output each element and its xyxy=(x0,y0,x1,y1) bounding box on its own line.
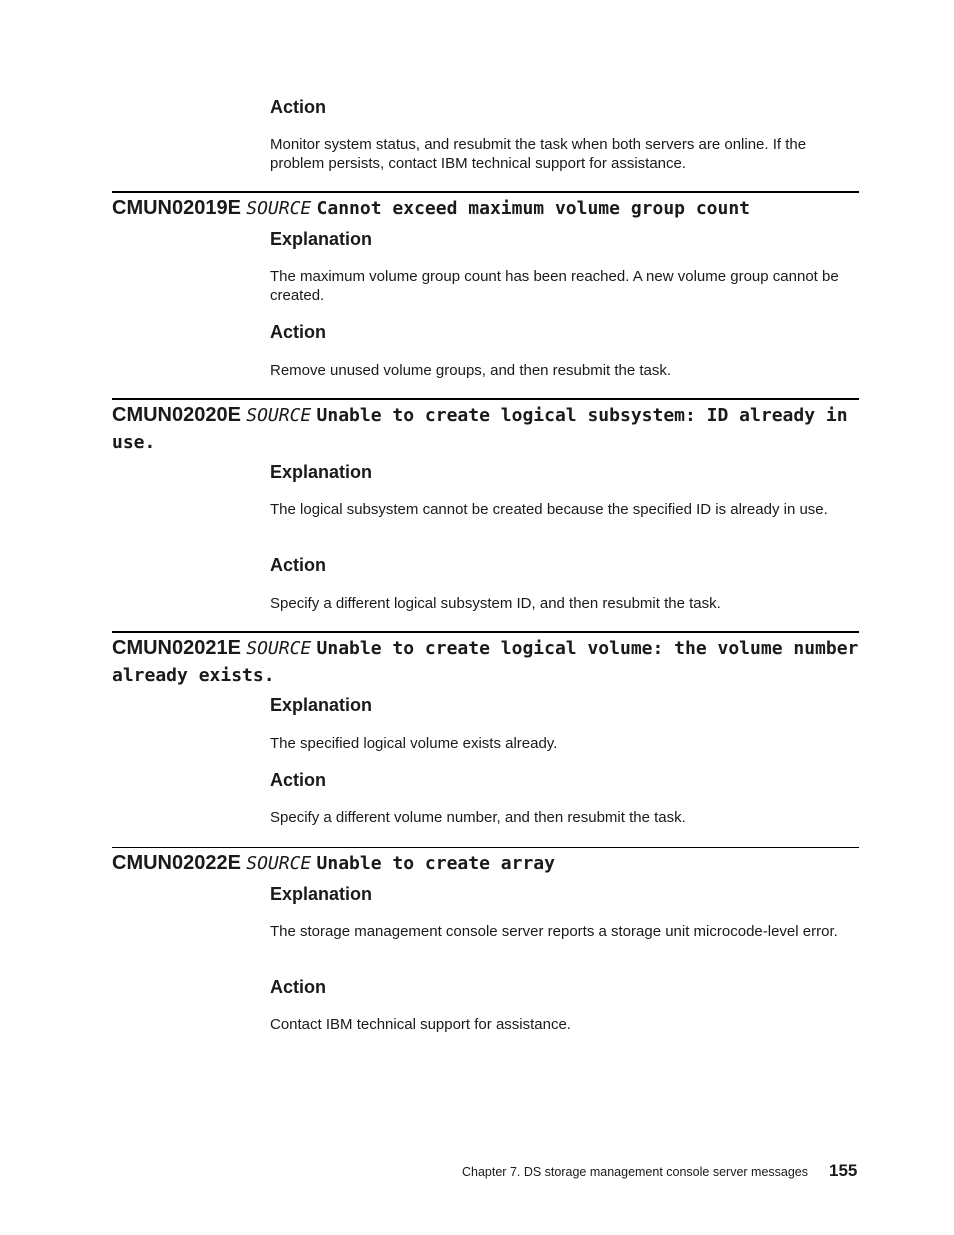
message-heading xyxy=(112,195,859,222)
action-heading: Action xyxy=(270,770,326,790)
message-source: SOURCE xyxy=(246,198,312,219)
action-text: Remove unused volume groups, and then resubmit the task. xyxy=(270,362,672,379)
message-text: Unable to create array xyxy=(316,853,555,874)
message-id: CMUN02021E xyxy=(112,637,241,659)
message-heading xyxy=(112,402,859,456)
message-divider xyxy=(112,191,859,193)
message-source: SOURCE xyxy=(246,853,312,874)
explanation-text: The maximum volume group count has been reached. A new volume group cannot be created. xyxy=(270,268,839,304)
action-text: Specify a different logical subsystem ID, and then resubmit the task. xyxy=(270,595,721,612)
message-divider xyxy=(112,398,859,400)
message-source: SOURCE xyxy=(246,405,312,426)
message-heading xyxy=(112,850,859,877)
message-id: CMUN02020E xyxy=(112,404,241,426)
message-divider xyxy=(112,631,859,633)
explanation-text: The storage management console server reports a storage unit microcode-level error. xyxy=(270,923,838,940)
action-heading: Action xyxy=(270,97,326,117)
explanation-text: The specified logical volume exists already. xyxy=(270,735,558,752)
action-text: Monitor system status, and resubmit the task when both servers are online. If the problem persists, contact IBM technical support for assistance. xyxy=(270,136,807,172)
footer-chapter-title: Chapter 7. DS storage management console server messages xyxy=(462,1165,809,1179)
explanation-heading: Explanation xyxy=(270,462,373,482)
explanation-heading: Explanation xyxy=(270,884,373,904)
action-text: Specify a different volume number, and then resubmit the task. xyxy=(270,809,686,826)
action-text: Contact IBM technical support for assistance. xyxy=(270,1016,571,1033)
message-text: Unable to create logical subsystem: ID already in use. xyxy=(112,405,848,453)
message-id: CMUN02022E xyxy=(112,852,241,874)
message-text: Cannot exceed maximum volume group count xyxy=(316,198,751,219)
page-number: 155 xyxy=(829,1161,858,1180)
explanation-heading: Explanation xyxy=(270,229,373,249)
action-heading: Action xyxy=(270,555,326,575)
message-heading xyxy=(112,635,859,689)
action-heading: Action xyxy=(270,977,326,997)
message-text: Unable to create logical volume: the volume number already exists. xyxy=(112,638,859,686)
message-divider xyxy=(112,847,859,848)
explanation-heading: Explanation xyxy=(270,695,373,715)
explanation-text: The logical subsystem cannot be created because the specified ID is already in use. xyxy=(270,501,828,518)
message-id: CMUN02019E xyxy=(112,197,241,219)
message-source: SOURCE xyxy=(246,638,312,659)
action-heading: Action xyxy=(270,322,326,342)
